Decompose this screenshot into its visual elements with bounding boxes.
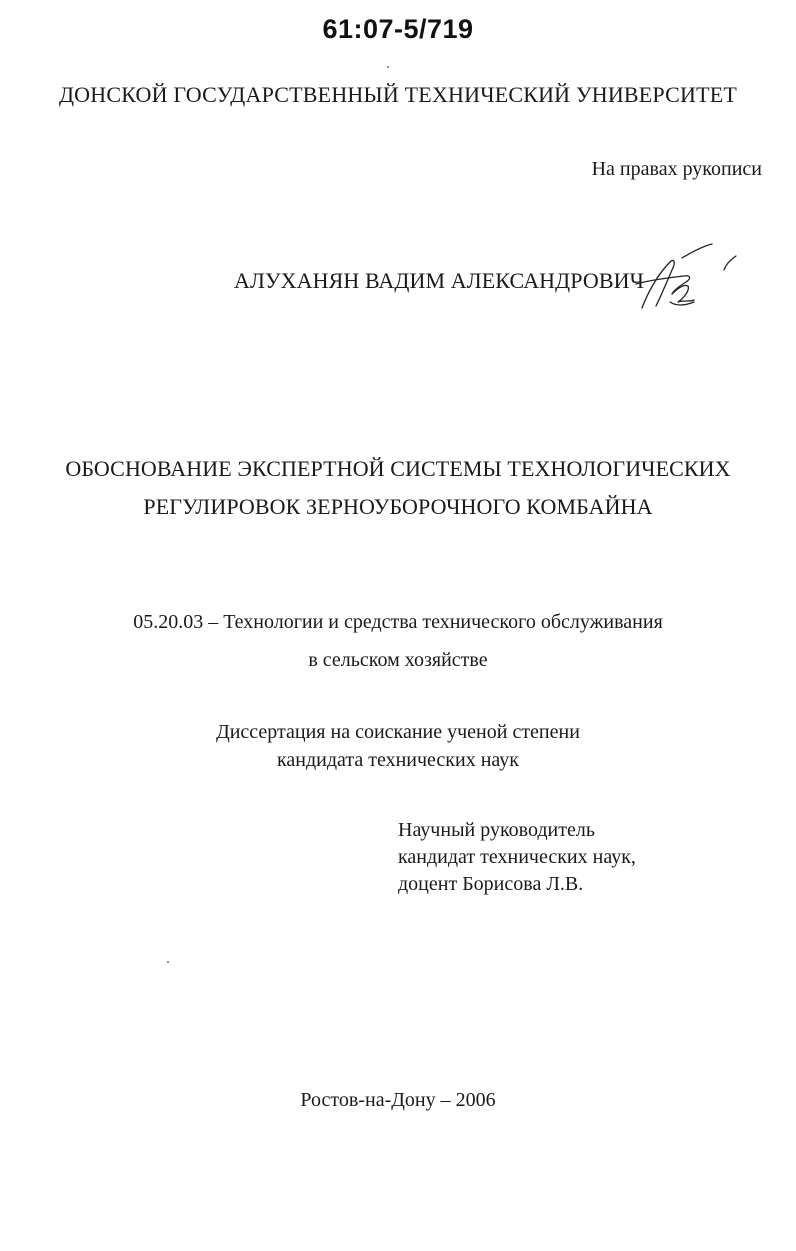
supervisor-line: кандидат технических наук,: [398, 846, 636, 868]
manuscript-rights-note: На правах рукописи: [591, 158, 762, 180]
city-and-year: Ростов-на-Дону – 2006: [300, 1089, 496, 1111]
degree-line: кандидата технических наук: [276, 749, 520, 771]
supervisor-line: Научный руководитель: [398, 819, 595, 841]
library-stamp-code: 61:07-5/719: [322, 14, 474, 44]
university-name: ДОНСКОЙ ГОСУДАРСТВЕННЫЙ ТЕХНИЧЕСКИЙ УНИВЕРСИТЕТ: [58, 82, 738, 107]
scan-speck: [167, 961, 169, 963]
title-line: РЕГУЛИРОВОК ЗЕРНОУБОРОЧНОГО КОМБАЙНА: [143, 494, 653, 519]
scan-speck: [387, 66, 389, 68]
scientific-supervisor: [398, 817, 636, 898]
supervisor-line: доцент Борисова Л.В.: [398, 873, 584, 895]
specialty-line: в сельском хозяйстве: [308, 649, 488, 671]
title-line: ОБОСНОВАНИЕ ЭКСПЕРТНОЙ СИСТЕМЫ ТЕХНОЛОГИЧЕСКИХ: [65, 456, 731, 481]
dissertation-title: [0, 450, 796, 526]
degree-statement: [0, 718, 796, 774]
specialty-line: 05.20.03 – Технологии и средства технического обслуживания: [133, 611, 663, 633]
degree-line: Диссертация на соискание ученой степени: [216, 721, 580, 743]
specialty-code: [0, 603, 796, 679]
signature-image: [632, 240, 742, 320]
author-name: АЛУХАНЯН ВАДИМ АЛЕКСАНДРОВИЧ: [234, 268, 645, 293]
